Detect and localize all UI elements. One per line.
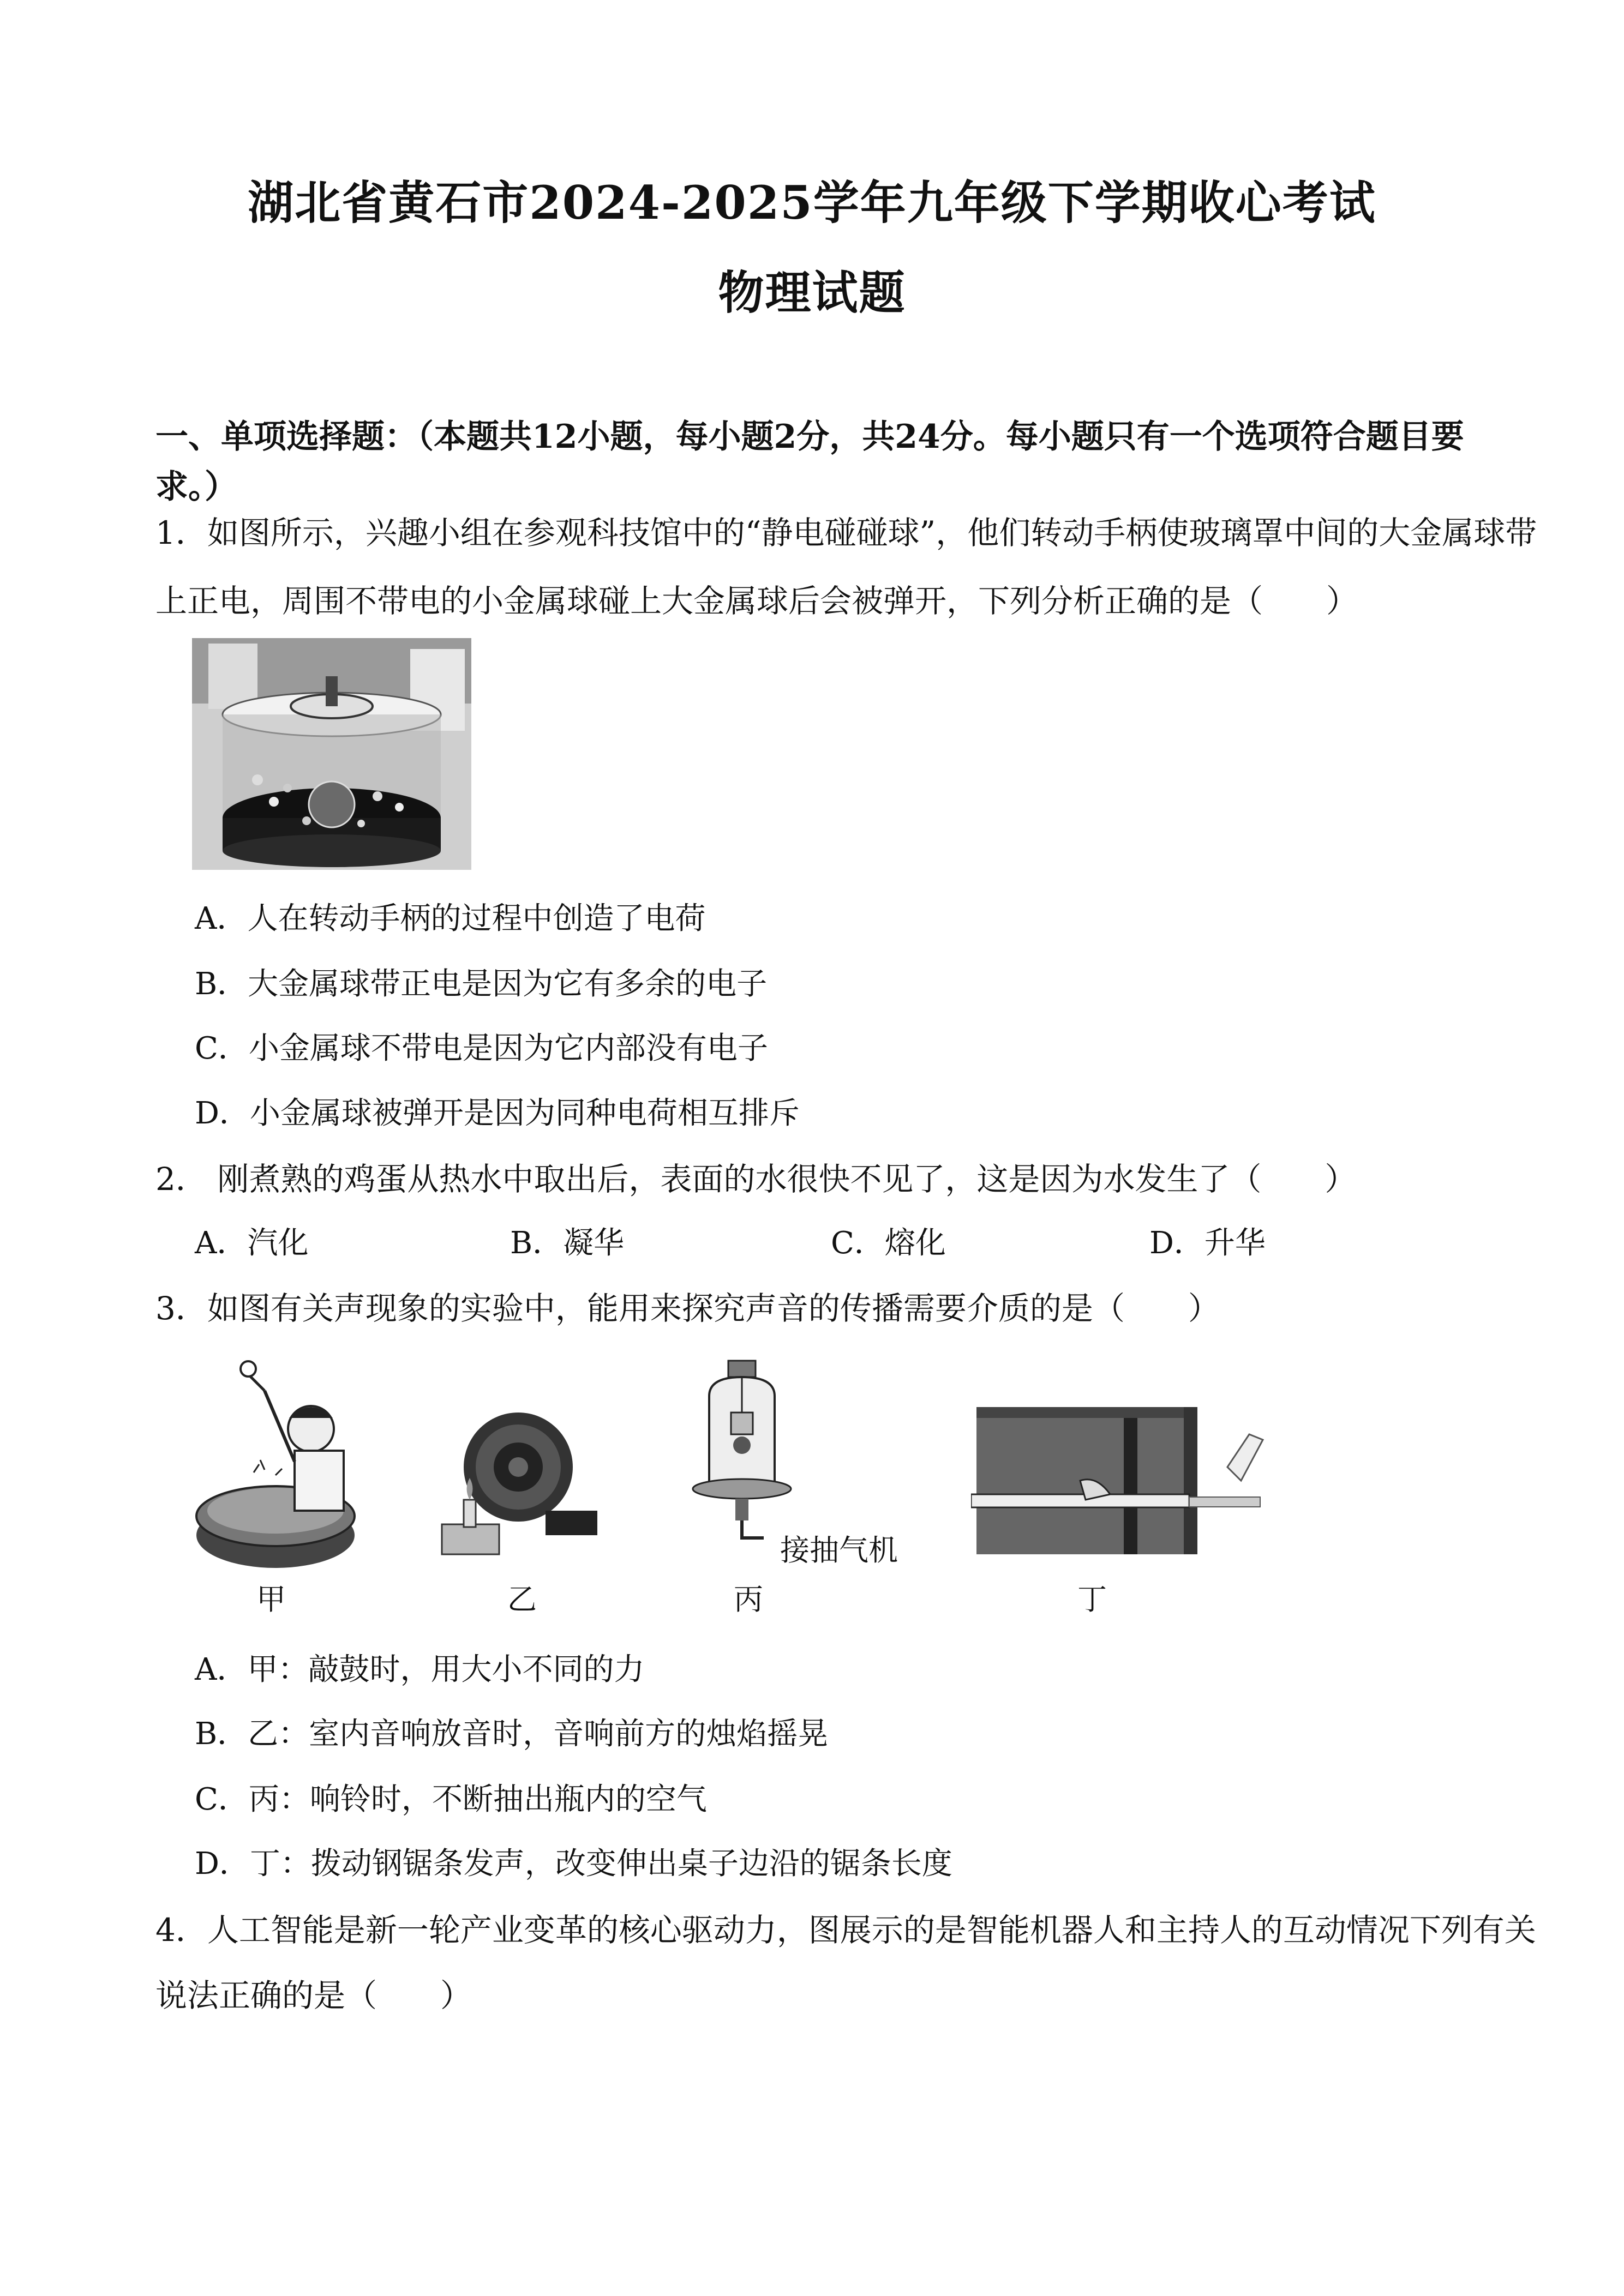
q3-stem: 3．如图有关声现象的实验中，能用来探究声音的传播需要介质的是（ ）	[155, 1290, 1220, 1327]
q3-label-bing: 丙	[734, 1582, 763, 1616]
q3-option-d[interactable]: D．丁：拨动钢锯条发声，改变伸出桌子边沿的锯条长度	[195, 1846, 952, 1882]
q3-pump-label: 接抽气机	[780, 1533, 898, 1567]
q3-label-yi: 乙	[507, 1582, 537, 1616]
saw-blade-figure	[971, 1402, 1277, 1565]
q3-option-b[interactable]: B．乙：室内音响放音时，音响前方的烛焰摇晃	[195, 1716, 829, 1752]
q2-option-d[interactable]: D．升华	[1149, 1225, 1266, 1261]
drum-figure	[194, 1353, 374, 1576]
q2-option-a[interactable]: A．汽化	[195, 1225, 309, 1261]
exam-subtitle: 物理试题	[718, 266, 906, 320]
speaker-candle-figure	[436, 1402, 606, 1560]
q1-option-a[interactable]: A．人在转动手柄的过程中创造了电荷	[195, 901, 706, 936]
q4-stem-line2: 说法正确的是（ ）	[155, 1977, 472, 2014]
q1-stem-line2: 上正电，周围不带电的小金属球碰上大金属球后会被弹开，下列分析正确的是（ ）	[155, 582, 1358, 620]
q2-option-b[interactable]: B．凝华	[510, 1225, 625, 1261]
q2-option-c[interactable]: C．熔化	[831, 1225, 946, 1261]
q3-label-jia: 甲	[256, 1582, 286, 1616]
exam-title: 湖北省黄石市2024-2025学年九年级下学期收心考试	[248, 176, 1376, 230]
q1-stem-line1: 1．如图所示，兴趣小组在参观科技馆中的“静电碰碰球”，他们转动手柄使玻璃罩中间的大金属球带	[155, 514, 1537, 551]
q1-option-b[interactable]: B．大金属球带正电是因为它有多余的电子	[195, 966, 768, 1002]
q4-stem-line1: 4．人工智能是新一轮产业变革的核心驱动力，图展示的是智能机器人和主持人的互动情况下列有关	[155, 1912, 1536, 1949]
q3-option-c[interactable]: C．丙：响铃时，不断抽出瓶内的空气	[195, 1782, 707, 1817]
q3-option-a[interactable]: A．甲：敲鼓时，用大小不同的力	[195, 1652, 645, 1687]
electrostatic-ball-photo	[192, 638, 471, 870]
q3-label-ding: 丁	[1077, 1582, 1107, 1616]
q2-stem: 2． 刚煮熟的鸡蛋从热水中取出后，表面的水很快不见了，这是因为水发生了（ ）	[155, 1161, 1357, 1198]
section-heading: 一、单项选择题：（本题共12小题，每小题2分，共24分。每小题只有一个选项符合题目要求。）	[155, 418, 1464, 506]
q1-option-d[interactable]: D．小金属球被弹开是因为同种电荷相互排斥	[195, 1096, 800, 1131]
q1-option-c[interactable]: C．小金属球不带电是因为它内部没有电子	[195, 1031, 768, 1066]
